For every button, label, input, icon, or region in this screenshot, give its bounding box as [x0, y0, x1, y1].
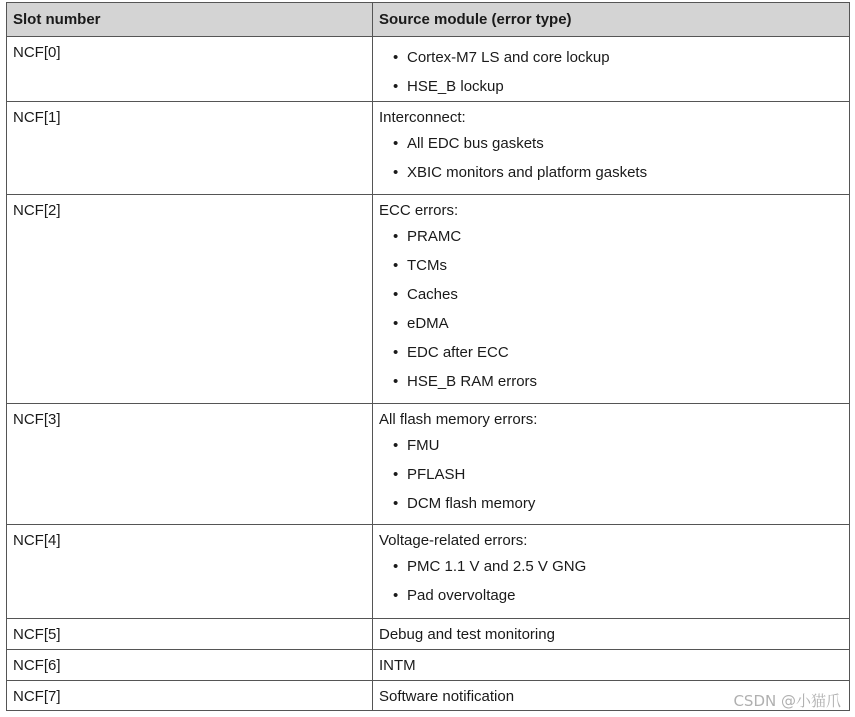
- list-item: [379, 552, 843, 581]
- slot-cell: [7, 525, 373, 619]
- table-row: [7, 102, 850, 195]
- slot-cell: [7, 102, 373, 195]
- list-item: [379, 489, 843, 518]
- source-description: Interconnect:: [379, 109, 466, 126]
- list-item: [379, 158, 843, 187]
- header-slot-number: Slot number: [7, 3, 373, 37]
- slot-number: NCF[6]: [13, 657, 61, 674]
- list-item-text: Cortex-M7 LS and core lockup: [407, 49, 610, 66]
- table-header: [7, 3, 850, 37]
- source-description: ECC errors:: [379, 202, 459, 219]
- slot-number: NCF[0]: [13, 44, 61, 61]
- list-item: [379, 338, 843, 367]
- list-item: [379, 129, 843, 158]
- source-description: Debug and test monitoring: [379, 626, 555, 643]
- list-item: [379, 222, 843, 251]
- source-cell: [373, 525, 850, 619]
- table-row: [7, 525, 850, 619]
- table-row: [7, 619, 850, 650]
- error-source-list: [379, 43, 843, 101]
- list-item: [379, 367, 843, 396]
- watermark: CSDN @小猫爪: [733, 692, 841, 710]
- slot-number: NCF[2]: [13, 202, 61, 219]
- slot-number: NCF[7]: [13, 688, 61, 705]
- error-source-list: [379, 552, 843, 610]
- source-description: INTM: [379, 657, 416, 674]
- source-description: All flash memory errors:: [379, 411, 538, 428]
- error-source-list: [379, 431, 843, 518]
- source-description: Voltage-related errors:: [379, 532, 528, 549]
- table-body: [7, 37, 850, 711]
- error-source-list: [379, 129, 843, 187]
- list-item: [379, 280, 843, 309]
- list-item: [379, 251, 843, 280]
- list-item-text: eDMA: [407, 315, 449, 332]
- list-item: [379, 72, 843, 101]
- slot-number: NCF[4]: [13, 532, 61, 549]
- list-item-text: PFLASH: [407, 466, 466, 483]
- slot-number: NCF[3]: [13, 411, 61, 428]
- list-item: [379, 581, 843, 610]
- list-item-text: EDC after ECC: [407, 344, 509, 361]
- table-row: [7, 195, 850, 404]
- list-item-text: Pad overvoltage: [407, 587, 516, 604]
- header-row: [7, 3, 850, 37]
- list-item: [379, 43, 843, 72]
- list-item-text: HSE_B lockup: [407, 78, 504, 95]
- list-item-text: Caches: [407, 286, 458, 303]
- source-cell: [373, 619, 850, 650]
- slot-cell: [7, 404, 373, 525]
- source-cell: [373, 102, 850, 195]
- list-item-text: PMC 1.1 V and 2.5 V GNG: [407, 558, 587, 575]
- error-source-list: [379, 222, 843, 396]
- list-item-text: All EDC bus gaskets: [407, 135, 544, 152]
- list-item: [379, 431, 843, 460]
- ncf-slot-table: [6, 2, 850, 711]
- list-item: [379, 309, 843, 338]
- list-item: [379, 460, 843, 489]
- table-row: [7, 650, 850, 681]
- slot-number: NCF[5]: [13, 626, 61, 643]
- slot-number: NCF[1]: [13, 109, 61, 126]
- slot-cell: [7, 37, 373, 102]
- slot-cell: [7, 195, 373, 404]
- list-item-text: HSE_B RAM errors: [407, 373, 538, 390]
- slot-cell: [7, 681, 373, 711]
- source-cell: [373, 195, 850, 404]
- table-row: [7, 681, 850, 711]
- list-item-text: DCM flash memory: [407, 495, 536, 512]
- slot-cell: [7, 619, 373, 650]
- list-item-text: TCMs: [407, 257, 447, 274]
- table-row: [7, 37, 850, 102]
- source-cell: [373, 404, 850, 525]
- source-description: Software notification: [379, 688, 515, 705]
- source-cell: [373, 37, 850, 102]
- header-source-module: Source module (error type): [373, 3, 850, 37]
- list-item-text: PRAMC: [407, 228, 462, 245]
- list-item-text: FMU: [407, 437, 440, 454]
- source-cell: [373, 650, 850, 681]
- list-item-text: XBIC monitors and platform gaskets: [407, 164, 648, 181]
- slot-cell: [7, 650, 373, 681]
- table-row: [7, 404, 850, 525]
